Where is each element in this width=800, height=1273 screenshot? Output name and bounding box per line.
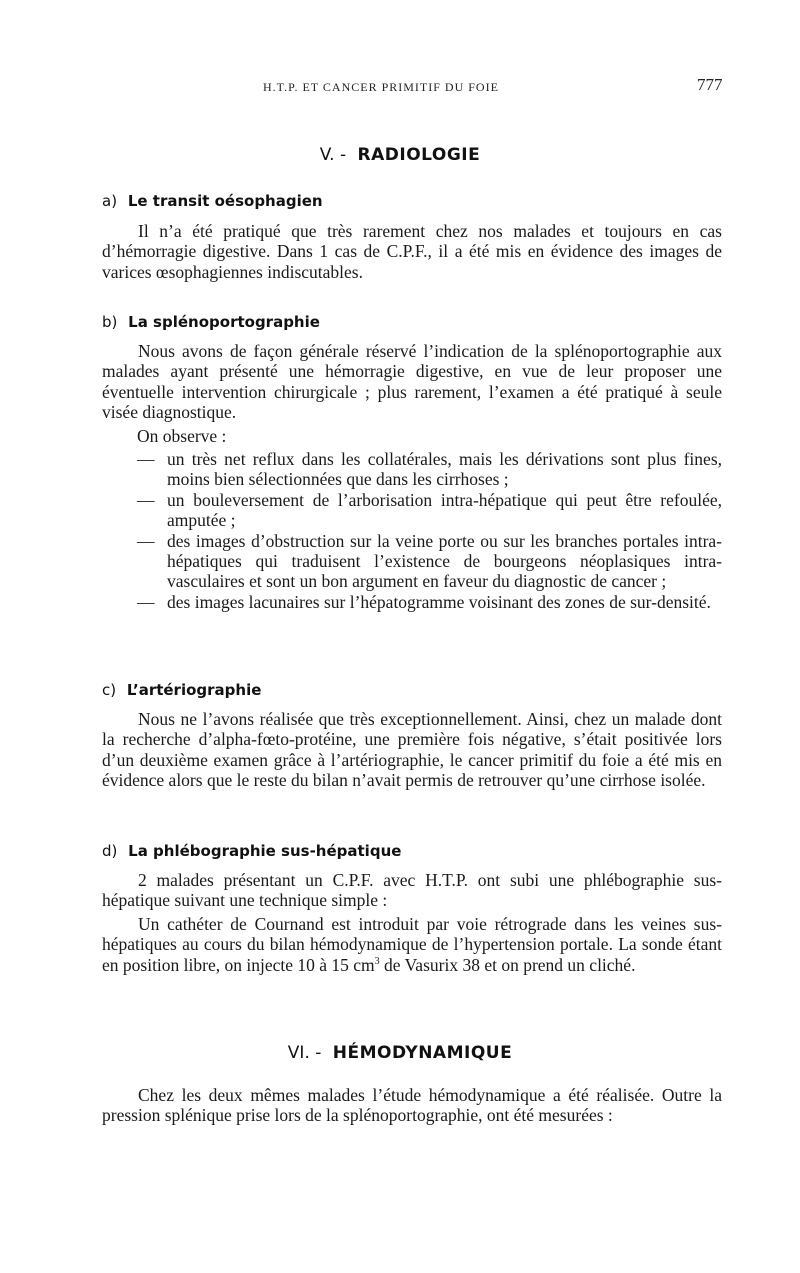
- superscript: 3: [374, 955, 380, 967]
- section-number: VI. -: [287, 1043, 322, 1063]
- list-item: [137, 531, 722, 592]
- list-item: [137, 592, 722, 612]
- subheading-letter: c): [102, 681, 117, 699]
- paragraph-phlebographie-1: 2 malades présentant un C.P.F. avec H.T.P. ont subi une phlébographie sus-hépatique suivant une technique simple :: [102, 870, 722, 911]
- dash-bullet: —: [137, 489, 155, 510]
- section-number: V. -: [319, 145, 347, 165]
- paragraph-transit: Il n’a été pratiqué que très rarement chez nos malades et toujours en cas d’hémorragie digestive. Dans 1 cas de C.P.F., il a été mis en évidence des images de varices œsophagiennes indiscutables.: [102, 221, 722, 282]
- observation-list: [137, 449, 722, 612]
- dash-bullet: —: [137, 530, 155, 551]
- dash-bullet: —: [137, 449, 155, 469]
- subheading-letter: a): [102, 192, 118, 210]
- dash-bullet: —: [137, 591, 155, 612]
- list-intro: On observe :: [137, 426, 227, 446]
- paragraph-phlebographie-2: [102, 914, 722, 975]
- subheading-title: L’artériographie: [126, 681, 262, 699]
- subheading-title: La phlébographie sus-hépatique: [128, 842, 402, 860]
- section-title: RADIOLOGIE: [357, 145, 481, 165]
- subheading-splenoportographie: [102, 313, 320, 331]
- subheading-title: Le transit oésophagien: [127, 192, 323, 210]
- list-item-text: un bouleversement de l’arborisation intra-hépatique qui peut être refoulée, amputée ;: [167, 489, 722, 531]
- subheading-letter: d): [102, 842, 118, 860]
- subheading-transit: [102, 192, 323, 210]
- text-run: Un cathéter de Cournand est introduit par voie rétrograde dans les veines sus-hépatiques au cours du bilan hémodynamique de l’hypertension portale. La sonde étant en position libre, on injecte 10 à 15 cm: [102, 914, 722, 975]
- subheading-arteriographie: [102, 681, 261, 699]
- subheading-phlebographie: [102, 842, 401, 860]
- list-item-text: un très net reflux dans les collatérales, mais les dérivations sont plus fines, moins bien sélectionnées que dans les cirrhoses ;: [167, 449, 722, 490]
- subheading-title: La splénoportographie: [128, 313, 320, 331]
- section-heading-radiologie: [0, 145, 800, 165]
- running-header: H.T.P. ET CANCER PRIMITIF DU FOIE: [263, 80, 499, 94]
- section-title: HÉMODYNAMIQUE: [332, 1043, 513, 1063]
- paragraph-arteriographie: Nous ne l’avons réalisée que très exceptionnellement. Ainsi, chez un malade dont la recherche d’alpha-fœto-protéine, une première fois négative, s’était positivée lors d’un deuxième examen grâce à l’artériographie, le cancer primitif du foie a été mis en évidence alors que le reste du bilan n’avait permis de retrouver qu’une cirrhose isolée.: [102, 709, 722, 791]
- paragraph-splenoportographie: Nous avons de façon générale réservé l’indication de la splénoportographie aux malades ayant présenté une hémorragie digestive, en vue de leur proposer une éventuelle intervention chirurgicale ; plus rarement, l’examen a été pratiqué à seule visée diagnostique.: [102, 341, 722, 423]
- paragraph-hemodynamique: Chez les deux mêmes malades l’étude hémodynamique a été réalisée. Outre la pression splénique prise lors de la splénoportographie, ont été mesurées :: [102, 1085, 722, 1126]
- list-item-text: des images d’obstruction sur la veine porte ou sur les branches portales intra-hépatiques qui traduisent l’existence de bourgeons néoplasiques intra-vasculaires et sont un bon argument en faveur du diagnostic de cancer ;: [167, 530, 722, 592]
- text-run: de Vasurix 38 et on prend un cliché.: [379, 954, 636, 975]
- subheading-letter: b): [102, 313, 118, 331]
- list-item-text: des images lacunaires sur l’hépatogramme voisinant des zones de sur-densité.: [167, 591, 711, 612]
- list-item: [137, 449, 722, 490]
- section-heading-hemodynamique: [0, 1043, 800, 1063]
- page-number: 777: [697, 75, 723, 94]
- list-item: [137, 490, 722, 531]
